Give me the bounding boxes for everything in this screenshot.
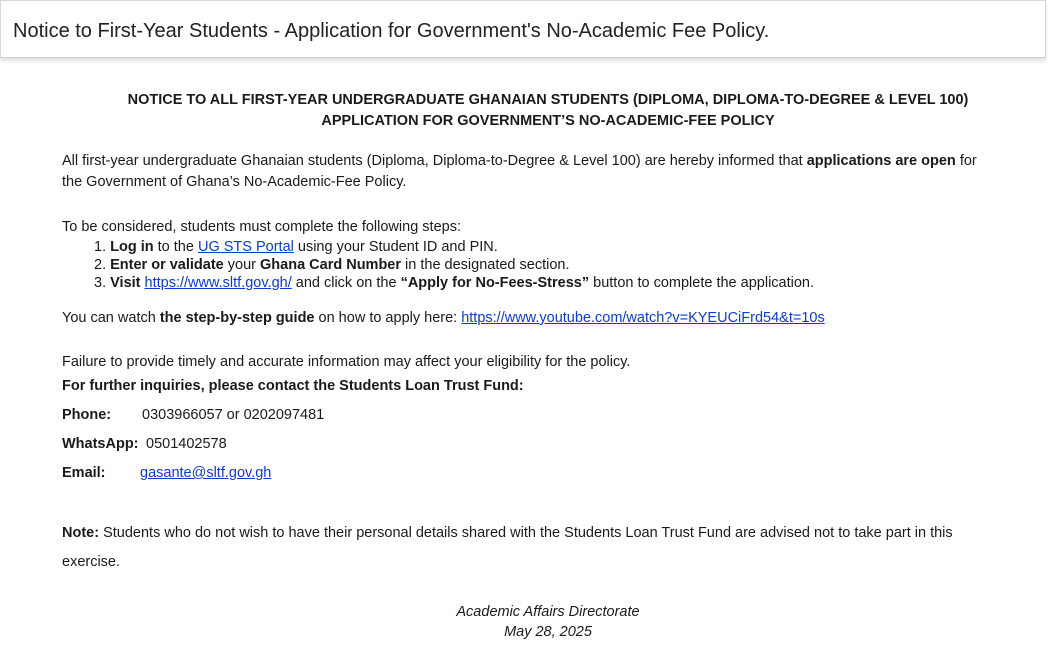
intro-line1: All first-year undergraduate Ghanaian students (Diploma, Diploma-to-Degree & Level 100) are hereby informed that applications are open for (62, 153, 977, 169)
whatsapp-label: WhatsApp: (62, 436, 139, 452)
whatsapp-value: 0501402578 (146, 436, 227, 452)
applications-open-text: applications are open (806, 153, 956, 169)
steps-intro: To be considered, students must complete the following steps: (62, 219, 461, 235)
email-label: Email: (62, 465, 106, 481)
ug-sts-portal-link[interactable]: UG STS Portal (197, 239, 294, 255)
steps-list (94, 238, 814, 292)
step-item: 3. Visit https://www.sltf.gov.gh/ and click on the “Apply for No-Fees-Stress” button to complete the application. (94, 275, 815, 291)
guide-paragraph: You can watch the step-by-step guide on how to apply here: https://www.youtube.com/watch?v=KYEUCiFrd54&t=10s (62, 310, 825, 326)
signature-org: Academic Affairs Directorate (456, 604, 640, 620)
intro-paragraph (62, 151, 977, 193)
phone-label: Phone: (62, 407, 112, 423)
step-item: 2. Enter or validate your Ghana Card Number in the designated section. (94, 257, 570, 273)
email-row (62, 463, 271, 484)
notice-heading-line2: APPLICATION FOR GOVERNMENT’S NO-ACADEMIC-FEE POLICY (321, 113, 775, 129)
notice-heading-line1: NOTICE TO ALL FIRST-YEAR UNDERGRADUATE GHANAIAN STUDENTS (DIPLOMA, DIPLOMA-TO-DEGREE & LEVEL 100) (127, 92, 969, 108)
phone-value: 0303966057 or 0202097481 (142, 407, 325, 423)
page-title: Notice to First-Year Students - Application for Government's No-Academic Fee Policy. (13, 20, 770, 42)
email-link[interactable]: gasante@sltf.gov.gh (140, 465, 272, 481)
whatsapp-row (62, 434, 227, 455)
phone-row (62, 405, 324, 426)
notice-body (0, 58, 1048, 666)
youtube-guide-link[interactable]: https://www.youtube.com/watch?v=KYEUCiFrd54&t=10s (461, 310, 825, 326)
note-label: Note: (62, 525, 100, 541)
title-bar (0, 0, 1046, 58)
intro-line2: the Government of Ghana’s No-Academic-Fee Policy. (62, 174, 407, 190)
signature-date: May 28, 2025 (504, 624, 592, 640)
note-paragraph: Note: Students who do not wish to have their personal details shared with the Students Loan Trust Fund are advised not to take part in this exercise. (62, 525, 953, 570)
inquiries-heading: For further inquiries, please contact the Students Loan Trust Fund: (62, 378, 524, 394)
sltf-website-link[interactable]: https://www.sltf.gov.gh/ (144, 275, 292, 291)
failure-notice: Failure to provide timely and accurate information may affect your eligibility for the policy. (62, 354, 631, 370)
step-item: 1. Log in to the UG STS Portal using your Student ID and PIN. (94, 239, 498, 255)
